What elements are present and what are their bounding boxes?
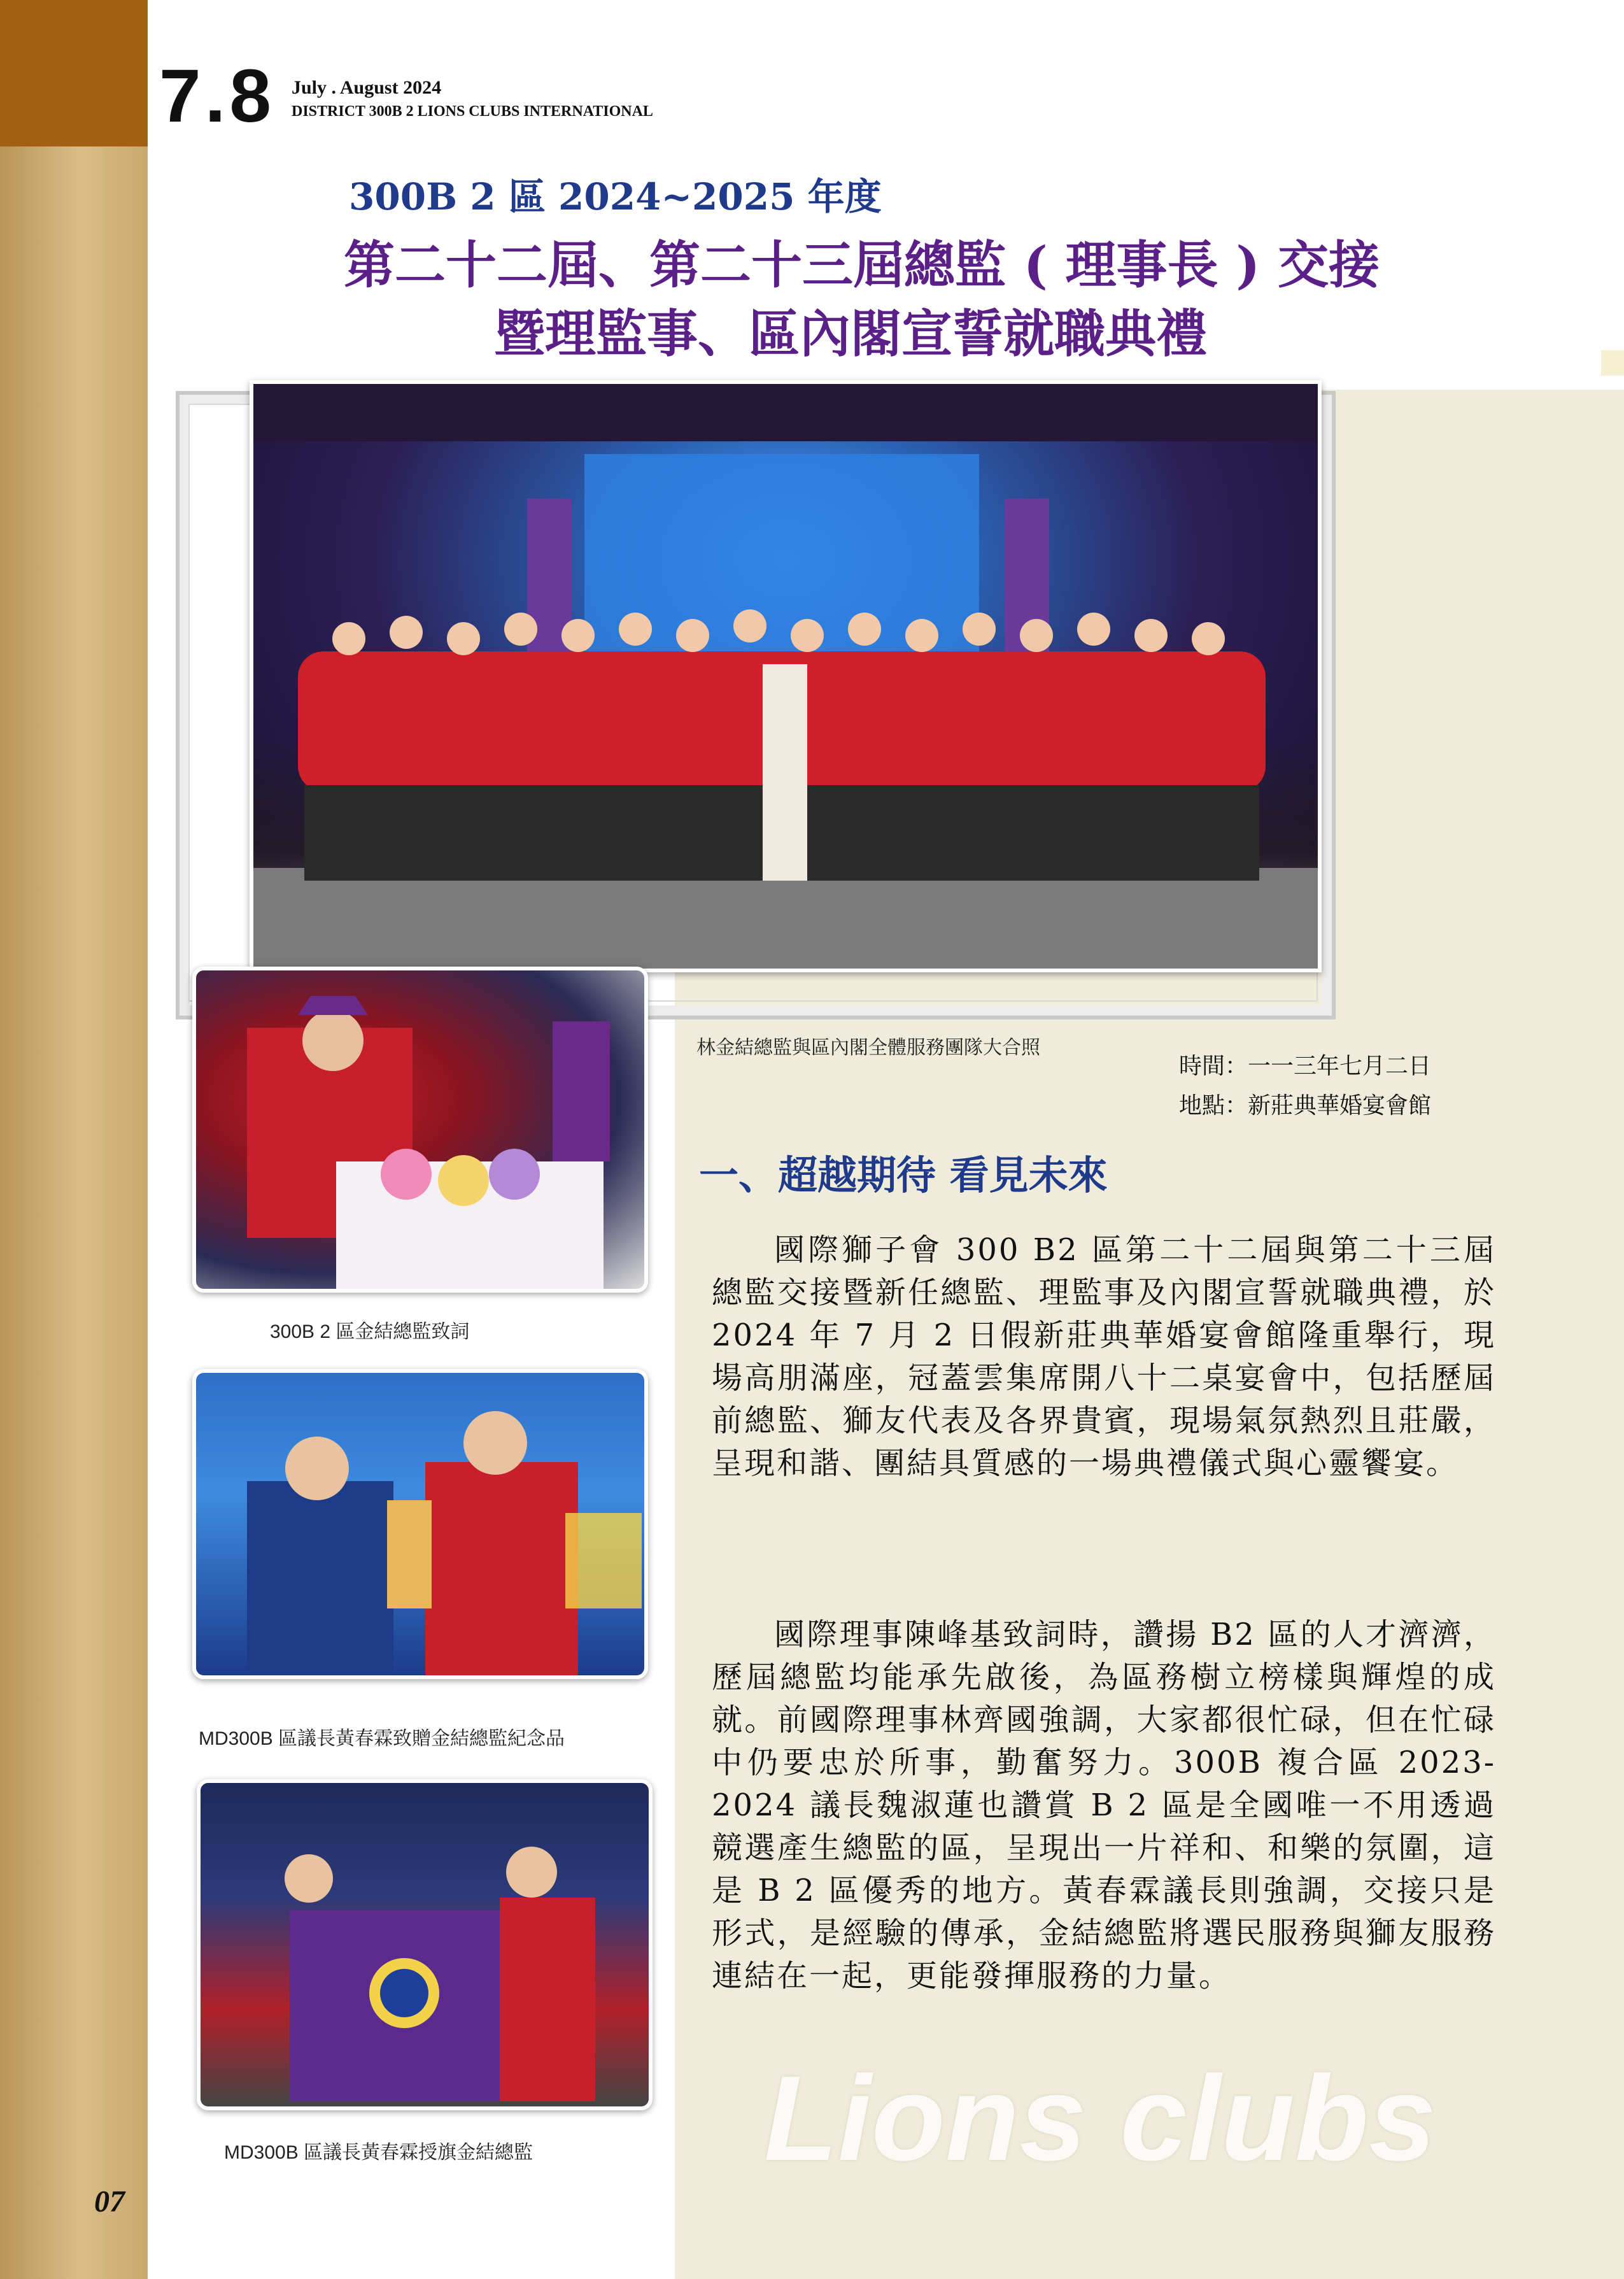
article-subtitle: 300B 2 區 2024~2025 年度 xyxy=(349,175,882,218)
page-number: 07 xyxy=(94,2185,125,2219)
event-place: 地點：新莊典華婚宴會館 xyxy=(1179,1092,1432,1118)
section-heading: 一、超越期待 看見未來 xyxy=(699,1152,1108,1198)
issue-number: 7.8 xyxy=(159,54,276,138)
speech-photo-illustration xyxy=(196,970,644,1289)
event-time: 時間：一一三年七月二日 xyxy=(1179,1053,1432,1079)
gold-side-bar xyxy=(0,0,148,2279)
beige-accent-strip xyxy=(1601,350,1624,376)
publication-name: DISTRICT 300B 2 LIONS CLUBS INTERNATIONAL xyxy=(292,103,653,120)
photo2-caption: MD300B 區議長黃春霖致贈金結總監紀念品 xyxy=(199,1728,565,1749)
photo3-caption: MD300B 區議長黃春霖授旗金結總監 xyxy=(224,2142,533,2163)
group-photo xyxy=(250,380,1322,972)
article-title-line2: 暨理監事、區內閣宣誓就職典禮 xyxy=(494,304,1207,364)
group-photo-illustration xyxy=(253,384,1318,969)
article-title-line1: 第二十二屆、第二十三屆總監 ( 理事長 ) 交接 xyxy=(344,235,1380,295)
gift-presentation-photo xyxy=(192,1369,648,1679)
director-speech-photo xyxy=(192,967,648,1293)
body-paragraph-1: 國際獅子會 300 B2 區第二十二屆與第二十三屆總監交接暨新任總監、理監事及內閣宣誓就職典禮，於 2024 年 7 月 2 日假新莊典華婚宴會館隆重舉行，現場高朋滿座，冠蓋雲集席開八十二桌宴會中，包括歷屆前總監、獅友代表及各界貴賓，現場氣氛熱烈且莊嚴，呈現和諧、團結具質感的一場典禮儀式與心靈饗宴。 xyxy=(712,1232,1496,1481)
main-photo-caption: 林金結總監與區內閣全體服務團隊大合照 xyxy=(696,1037,1040,1058)
brown-corner-block xyxy=(0,0,148,146)
gift-photo-illustration xyxy=(196,1373,644,1675)
lions-clubs-watermark: Lions clubs xyxy=(764,2051,1436,2186)
issue-date: July . August 2024 xyxy=(292,77,442,98)
header-meta xyxy=(292,75,653,122)
photo1-caption: 300B 2 區金結總監致詞 xyxy=(270,1321,470,1342)
body-paragraph-2: 國際理事陳峰基致詞時，讚揚 B2 區的人才濟濟，歷屆總監均能承先啟後，為區務樹立榜樣與輝煌的成就。前國際理事林齊國強調，大家都很忙碌，但在忙碌中仍要忠於所事，勤奮努力。300B 複合區 2023-2024 議長魏淑蓮也讚賞 B 2 區是全國唯一不用透過競選產生總監的區，呈現出一片祥和、和樂的氛圍，這是 B 2 區優秀的地方。黃春霖議長則強調，交接只是形式，是經驗的傳承，金結總監將選民服務與獅友服務連結在一起，更能發揮服務的力量。 xyxy=(712,1617,1496,1994)
flag-presentation-photo xyxy=(197,1779,653,2110)
flag-photo-illustration xyxy=(201,1783,649,2106)
